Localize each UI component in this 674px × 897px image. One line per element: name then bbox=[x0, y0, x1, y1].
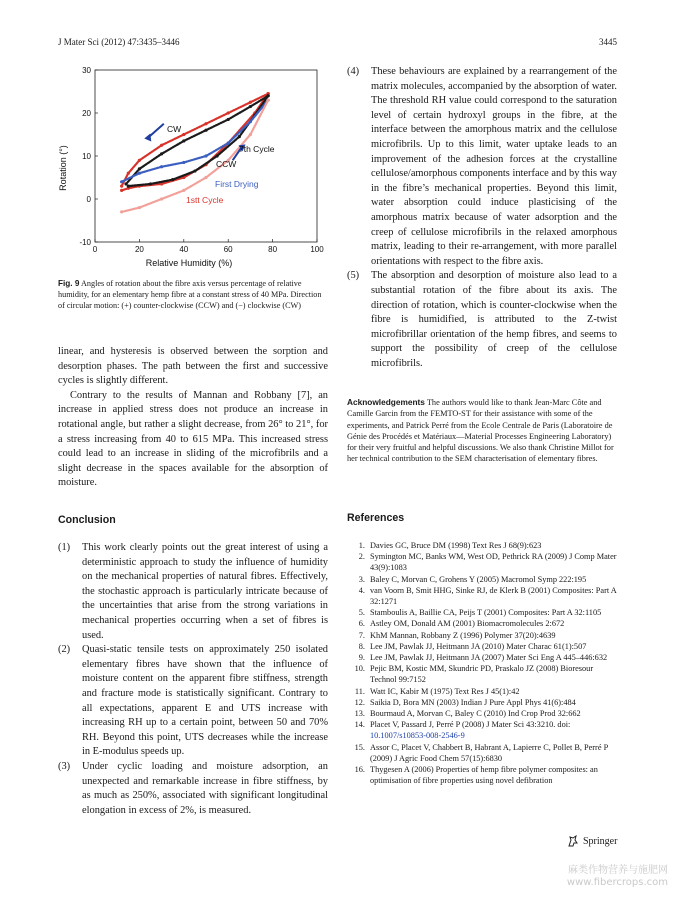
watermark-chinese: 麻类作物营养与施肥网 bbox=[568, 865, 668, 876]
data-point bbox=[249, 120, 252, 123]
list-text: Under cyclic loading and moisture adsorption, an unexpected and remarkable increase in fibre stiffness, by as much as 250%, associated with significant longitudinal elongation in excess of 2%, is measured. bbox=[82, 760, 328, 816]
y-tick-label: 30 bbox=[82, 66, 91, 75]
y-tick-label: 0 bbox=[86, 195, 91, 204]
conclusion-list bbox=[58, 541, 328, 818]
data-point bbox=[249, 101, 252, 104]
reference-item bbox=[347, 618, 617, 629]
reference-number: 10. bbox=[354, 664, 365, 674]
reference-item bbox=[347, 719, 617, 741]
data-point bbox=[249, 133, 252, 136]
data-point bbox=[227, 142, 230, 145]
reference-number: 13. bbox=[354, 709, 365, 719]
x-tick-label: 60 bbox=[223, 245, 233, 254]
data-point bbox=[138, 159, 141, 162]
reference-text: Bourmaud A, Morvan C, Baley C (2010) Ind Crop Prod 32:662 bbox=[370, 709, 581, 719]
section-heading-conclusion: Conclusion bbox=[58, 514, 116, 526]
plot-area bbox=[79, 66, 324, 254]
x-tick-label: 20 bbox=[134, 245, 144, 254]
data-point bbox=[204, 176, 207, 179]
data-point bbox=[127, 185, 130, 188]
reference-text: Lee JM, Pawlak JJ, Heitmann JA (2010) Mater Charac 61(1):507 bbox=[370, 641, 587, 651]
reference-item bbox=[347, 708, 617, 719]
section-heading-references: References bbox=[347, 512, 405, 524]
list-text: The absorption and desorption of moisture also lead to a substantial rotation of the fibre about its axis. The direction of rotation, which is counter-clockwise when the fibre is humidified, is attributed to the Z-twist microfibrillar orientation of the hemp fibres, and seems to support the possibility of creep of the cellulose microfibrils. bbox=[371, 270, 617, 369]
data-point bbox=[160, 144, 163, 147]
data-point bbox=[127, 172, 130, 175]
page-number: 3445 bbox=[599, 37, 617, 47]
reference-item bbox=[347, 607, 617, 618]
reference-number: 1. bbox=[358, 541, 365, 550]
reference-number: 7. bbox=[358, 630, 365, 640]
data-point bbox=[160, 152, 163, 155]
list-number: (4) bbox=[347, 66, 360, 77]
reference-item bbox=[347, 686, 617, 697]
figure-9-chart bbox=[55, 60, 330, 270]
data-point bbox=[138, 167, 141, 170]
watermark-url: www.fibercrops.com bbox=[566, 877, 668, 888]
annotation-ccw: CCW bbox=[216, 159, 237, 169]
right-column-list bbox=[347, 65, 617, 371]
data-point bbox=[182, 161, 185, 164]
list-text: Quasi-static tensile tests on approximately 250 isolated elementary fibres have shown that the influence of moisture content on the apparent fibre stiffness, strength and fracture mode is statistically significant. Contrary to all expectations, apparent E and UTS increase with increasing RH up to a certain point, between 50 and 70% RH. Beyond this point, UTS decreases while the increase in E-modulus speeds up. bbox=[82, 644, 328, 758]
reference-number: 11. bbox=[354, 686, 365, 696]
figure-caption-text: Angles of rotation about the fibre axis versus percentage of relative humidity, for an elementary hemp fibre at a constant stress of 40 MPa. Direction of circular motion: (+) counter-clockwise (CCW) and (−) clockwise (CW) bbox=[58, 279, 322, 310]
springer-horse-icon bbox=[567, 835, 579, 847]
data-point bbox=[160, 165, 163, 168]
reference-number: 2. bbox=[358, 552, 365, 562]
reference-text: Assor C, Placet V, Chabbert B, Habrant A, Lapierre C, Pollet B, Perré P (2009) J Agric Food Chem 57(15):6830 bbox=[370, 742, 608, 763]
data-point bbox=[227, 111, 230, 114]
reference-number: 12. bbox=[354, 697, 365, 707]
list-item bbox=[58, 643, 328, 760]
reference-text: Pejic BM, Kostic MM, Skundric PD, Praskalo JZ (2008) Bioresour Technol 99:7152 bbox=[370, 664, 594, 685]
x-tick-label: 0 bbox=[92, 245, 98, 254]
data-point bbox=[193, 169, 196, 172]
reference-number: 8. bbox=[358, 641, 365, 651]
paragraph: linear, and hysteresis is observed between the sorption and desorption phases. The path between the first and successive cycles is slightly different. bbox=[58, 346, 328, 387]
y-tick-label: -10 bbox=[79, 238, 91, 247]
reference-item bbox=[347, 574, 617, 585]
data-point bbox=[138, 206, 141, 209]
data-point bbox=[120, 210, 123, 213]
left-column-text bbox=[58, 345, 328, 491]
figure-caption bbox=[58, 278, 328, 311]
data-point bbox=[182, 133, 185, 136]
data-point bbox=[204, 129, 207, 132]
data-point bbox=[120, 185, 123, 188]
y-tick-label: 10 bbox=[82, 152, 91, 161]
annotation-first-drying: First Drying bbox=[215, 179, 259, 189]
list-number: (5) bbox=[347, 270, 360, 282]
data-point bbox=[238, 135, 241, 138]
reference-text: Watt IC, Kabir M (1975) Text Res J 45(1):42 bbox=[370, 686, 520, 696]
reference-text: Placet V, Passard J, Perré P (2008) J Mater Sci 43:3210. doi: bbox=[370, 720, 571, 730]
reference-item bbox=[347, 663, 617, 685]
reference-text: KhM Mannan, Robbany Z (1996) Polymer 37(20):4639 bbox=[370, 630, 556, 640]
data-point bbox=[182, 189, 185, 192]
data-point bbox=[267, 94, 270, 97]
data-point bbox=[160, 197, 163, 200]
reference-text: Lee JM, Pawlak JJ, Heitmann JA (2007) Mater Sci Eng A 445–446:632 bbox=[370, 653, 608, 663]
annotation-7th-cycle: 7th Cycle bbox=[239, 144, 275, 154]
list-item bbox=[58, 760, 328, 818]
data-point bbox=[204, 154, 207, 157]
x-axis-label: Relative Humidity (%) bbox=[145, 258, 233, 268]
data-point bbox=[182, 139, 185, 142]
reference-number: 5. bbox=[358, 608, 365, 618]
reference-item bbox=[347, 641, 617, 652]
reference-text: Symington MC, Banks WM, West OD, Pethrick RA (2009) J Comp Mater 43(9):1083 bbox=[370, 552, 617, 573]
reference-number: 16. bbox=[354, 765, 365, 775]
list-item bbox=[58, 541, 328, 643]
reference-item bbox=[347, 697, 617, 708]
reference-text: van Voorn B, Smit HHG, Sinke RJ, de Klerk B (2001) Composites: Part A 32:1271 bbox=[370, 585, 617, 607]
acknowledgements-label: Acknowledgements bbox=[347, 397, 425, 407]
reference-number: 3. bbox=[358, 574, 365, 584]
reference-item bbox=[347, 742, 617, 764]
running-header: J Mater Sci (2012) 47:3435–3446 bbox=[58, 37, 180, 47]
watermark bbox=[548, 865, 668, 889]
data-point bbox=[171, 178, 174, 181]
y-tick-label: 20 bbox=[82, 109, 91, 118]
list-item bbox=[347, 269, 617, 371]
reference-text: Astley OM, Donald AM (2001) Biomacromolecules 2:672 bbox=[370, 619, 565, 629]
reference-item bbox=[347, 764, 617, 786]
reference-number: 9. bbox=[358, 653, 365, 663]
list-number: (2) bbox=[58, 644, 71, 656]
reference-number: 4. bbox=[358, 585, 365, 595]
reference-list bbox=[347, 540, 617, 786]
reference-item bbox=[347, 652, 617, 663]
publisher-name: Springer bbox=[583, 835, 618, 847]
data-point bbox=[216, 154, 219, 157]
reference-number: 14. bbox=[354, 720, 365, 730]
annotation-1st-cycle: 1stt Cycle bbox=[186, 195, 224, 205]
annotation-cw: CW bbox=[167, 124, 182, 134]
reference-text: Stamboulis A, Baillie CA, Peijs T (2001) Composites: Part A 32:1105 bbox=[370, 608, 602, 618]
list-item bbox=[347, 65, 617, 269]
figure-label: Fig. 9 bbox=[58, 279, 80, 288]
doi-link[interactable]: 10.1007/s10853-008-2546-9 bbox=[370, 731, 465, 741]
reference-text: Baley C, Morvan C, Grohens Y (2005) Macromol Symp 222:195 bbox=[370, 574, 587, 584]
data-point bbox=[204, 122, 207, 125]
y-axis-label: Rotation (°) bbox=[58, 145, 68, 191]
list-text: These behaviours are explained by a rearrangement of the matrix molecules, accompanied by the absorption of water. The threshold RH value could correspond to the saturation level of certain hydroxyl groups in the fibre, at the interface between the amorphous matrix and the cellulose microfibrils. Up to this limit, water uptake leads to an improvement of the adhesion forces at the crystalline cellulose/amorphous components interface and by this way in the fibre’s mechanical properties. Beyond this limit, water absorption could induce plasticising of the amorphous matrix because of water adsorption and the creep of cellulose microfibrils in the relaxed amorphous matrix, leading to their re-arrangement, with more parallel orientations with respect to the fibre axis. bbox=[371, 66, 617, 267]
x-tick-label: 80 bbox=[268, 245, 278, 254]
reference-text: Davies GC, Bruce DM (1998) Text Res J 68(9):623 bbox=[370, 541, 542, 550]
data-point bbox=[227, 118, 230, 121]
data-point bbox=[267, 99, 270, 102]
reference-item bbox=[347, 551, 617, 573]
reference-number: 15. bbox=[354, 742, 365, 752]
data-point bbox=[149, 182, 152, 185]
acknowledgements bbox=[347, 397, 617, 465]
publisher-logo bbox=[567, 835, 617, 847]
reference-text: Thygesen A (2006) Properties of hemp fibre polymer composites: an optimisation of fibre properties using novel defibration bbox=[370, 765, 598, 786]
data-point bbox=[138, 172, 141, 175]
data-point bbox=[120, 180, 123, 183]
reference-number: 6. bbox=[358, 619, 365, 629]
reference-item bbox=[347, 540, 617, 551]
acknowledgements-text: The authors would like to thank Jean-Marc Côte and Camille Garcin from the FEMTO-ST for their assistance with some of the experiments, and Patrick Perré from the Ecole Centrale de Paris (Laboratoire de Génie des Procédés et Matériaux—Material Processes Engineering Laboratory) for their very fruitful and helpful discussions. We also thank Christine Millot for her technical contribution to the SEM characterisation of elementary fibres. bbox=[347, 398, 614, 464]
data-point bbox=[120, 189, 123, 192]
reference-item bbox=[347, 630, 617, 641]
x-tick-label: 100 bbox=[310, 245, 324, 254]
x-tick-label: 40 bbox=[179, 245, 189, 254]
list-number: (3) bbox=[58, 760, 71, 772]
paragraph: Contrary to the results of Mannan and Robbany [7], an increase in applied stress does not produce an increase in rotational angle, but rather a slight decrease, from 26° to 21°, for a stress increasing from 40 to 615 MPa. This increased stress could lead to an increase in sliding of the microfibrils and a slight decrease in the spaces available for the absorption of moisture. bbox=[58, 389, 328, 489]
list-number: (1) bbox=[58, 542, 71, 553]
list-text: This work clearly points out the great interest of using a deterministic approach to study the influence of humidity on the mechanical properties of natural fibres. Effectively, the stochastic approach is particularly intricate because of the uncertainties that arise from the strong variations in mechanical properties occurring when a set of fibres is used. bbox=[82, 542, 328, 641]
reference-item bbox=[347, 585, 617, 607]
reference-text: Saikia D, Bora MN (2003) Indian J Pure Appl Phys 41(6):484 bbox=[370, 697, 576, 707]
data-point bbox=[249, 105, 252, 108]
